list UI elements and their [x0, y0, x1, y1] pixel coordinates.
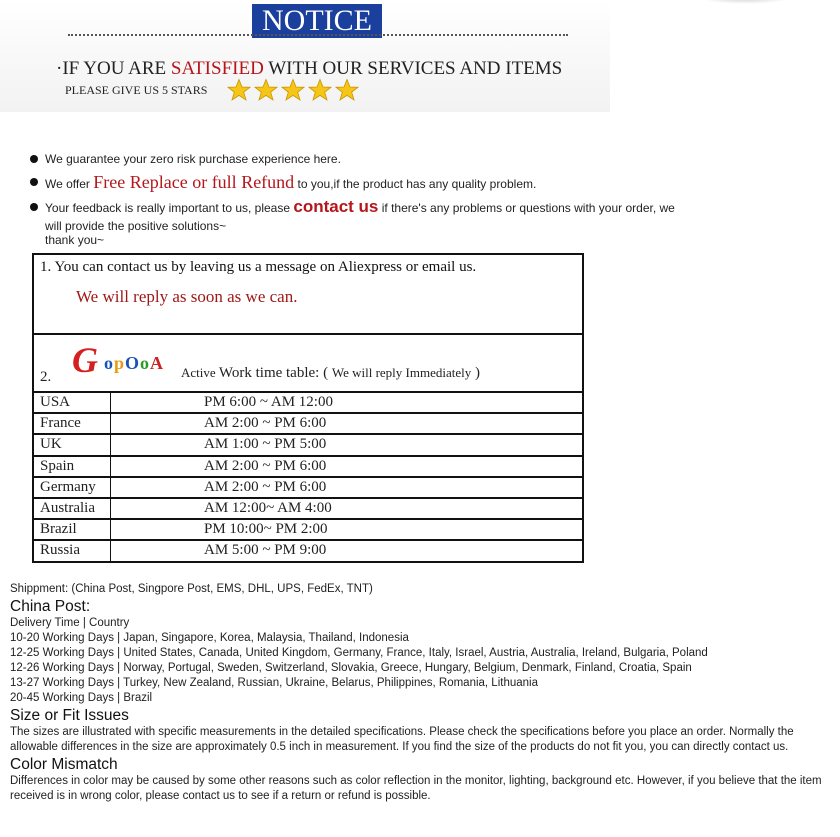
bullet-guarantee [30, 150, 690, 168]
satisfied-highlight: SATISFIED [170, 58, 264, 79]
logo-letter: G [72, 340, 98, 380]
time-cell: PM 6:00 ~ AM 12:00 [204, 394, 333, 410]
title-part: Active [181, 365, 219, 380]
work-time-table [34, 393, 582, 561]
logo-wordmark [104, 353, 164, 374]
color-text: Differences in color may be caused by some other reasons such as color reflection in the monitor, lighting, background etc. However, if you believe that the item received is in wrong color, please contact us to see if a return or refund is possible. [10, 775, 822, 802]
reply-promise: We will reply as soon as we can. [76, 287, 298, 306]
table-row [34, 457, 582, 478]
logo-letter: o [104, 353, 114, 373]
logo-letter: A [150, 353, 165, 373]
size-text: The sizes are illustrated with specific measurements in the detailed specifications. Please check the specifications before you place an order. Normally the allowable differences in the size are approximately 0.5 inch in measurement. If you find the size of the products do not fit you, you can directly contact us. [10, 726, 794, 753]
delivery-line: 12-25 Working Days | United States, Canada, United Kingdom, Germany, France, Italy, Israel, Austria, Australia, Ireland, Bulgaria, Poland [10, 647, 708, 659]
bullet-refund [30, 173, 690, 193]
title-part: Work time table: ( [218, 365, 332, 381]
guarantee-list [30, 150, 690, 240]
column-divider [110, 435, 111, 454]
column-divider [110, 414, 111, 433]
contact-instruction: 1. You can contact us by leaving us a message on Aliexpress or email us. [40, 259, 477, 275]
delivery-line: 20-45 Working Days | Brazil [10, 692, 153, 704]
time-cell: AM 12:00~ AM 4:00 [204, 499, 332, 516]
country-cell: Australia [40, 499, 95, 516]
delivery-line: 13-27 Working Days | Turkey, New Zealand, Russian, Ukraine, Belarus, Philippines, Romania, Lithuania [10, 677, 538, 689]
time-cell: AM 1:00 ~ PM 5:00 [204, 436, 327, 453]
country-cell: Germany [40, 478, 96, 495]
time-cell: AM 2:00 ~ PM 6:00 [204, 457, 327, 474]
delivery-table-header: Delivery Time | Country [10, 617, 130, 629]
bullet-text: to you,if the product has any quality problem. [294, 177, 537, 191]
table-row [34, 499, 582, 520]
country-cell: Spain [40, 457, 75, 474]
star-rating [227, 78, 359, 102]
country-cell: Brazil [40, 521, 77, 538]
star-icon [308, 78, 332, 102]
bullet-feedback [30, 198, 690, 235]
country-cell: UK [40, 436, 62, 453]
shippment-line: Shippment: (China Post, Singpore Post, EMS, DHL, UPS, FedEx, TNT) [10, 583, 373, 595]
time-cell: AM 2:00 ~ PM 6:00 [204, 415, 327, 432]
bullet-dot-icon [30, 203, 38, 211]
bullet-dot-icon [30, 155, 38, 163]
title-part: We will reply Immediately [331, 365, 472, 380]
star-icon [227, 78, 251, 102]
notice-title: NOTICE [252, 4, 382, 38]
star-icon [254, 78, 278, 102]
logo-letter: p [114, 353, 126, 373]
country-cell: USA [40, 394, 71, 410]
logo-letter: O [125, 353, 141, 373]
bullet-text: if there's any problems or questions with your order, we will provide the positive solutions~ [45, 201, 675, 233]
table-row [34, 478, 582, 499]
contact-box [32, 253, 584, 563]
refund-highlight: Free Replace or full Refund [93, 172, 295, 192]
table-row [34, 541, 582, 560]
bullet-text: We offer [45, 177, 94, 191]
corner-shadow [700, 0, 790, 4]
satisfied-suffix: WITH OUR SERVICES AND ITEMS [263, 58, 563, 79]
table-row [34, 393, 582, 414]
dotted-divider [68, 34, 568, 36]
column-divider [110, 457, 111, 476]
delivery-line: 10-20 Working Days | Japan, Singapore, Korea, Malaysia, Thailand, Indonesia [10, 632, 409, 644]
star-icon [281, 78, 305, 102]
column-divider [110, 541, 111, 560]
brand-logo [72, 341, 172, 381]
column-divider [110, 478, 111, 497]
table-row [34, 435, 582, 456]
delivery-line: 12-26 Working Days | Norway, Portugal, Sweden, Switzerland, Slovakia, Greece, Hungary, Belgium, Denmark, Finland, Croatia, Spain [10, 662, 692, 674]
color-heading: Color Mismatch [10, 756, 118, 773]
contact-section-2 [34, 335, 582, 393]
star-icon [335, 78, 359, 102]
time-cell: AM 5:00 ~ PM 9:00 [204, 542, 327, 559]
size-heading: Size or Fit Issues [10, 707, 129, 724]
contact-section-1 [34, 255, 582, 335]
china-post-heading: China Post: [10, 598, 91, 615]
bullet-dot-icon [30, 178, 38, 186]
satisfied-line [56, 58, 562, 80]
section-number: 2. [40, 369, 52, 385]
column-divider [110, 520, 111, 539]
title-part: ) [471, 365, 480, 381]
column-divider [110, 393, 111, 412]
time-cell: AM 2:00 ~ PM 6:00 [204, 478, 327, 495]
table-row [34, 414, 582, 435]
shipping-info [10, 582, 838, 804]
thank-you-text: thank you~ [45, 233, 105, 247]
work-time-title [181, 365, 480, 382]
satisfied-prefix: ·IF YOU ARE [56, 58, 171, 79]
bullet-text: Your feedback is really important to us, please [45, 201, 294, 215]
bullet-text: We guarantee your zero risk purchase experience here. [45, 152, 341, 166]
contact-us-highlight: contact us [293, 197, 379, 216]
logo-letter: o [140, 353, 151, 373]
country-cell: Russia [40, 542, 81, 559]
time-cell: PM 10:00~ PM 2:00 [204, 521, 328, 538]
column-divider [110, 499, 111, 518]
stars-label: PLEASE GIVE US 5 STARS [65, 83, 208, 97]
table-row [34, 520, 582, 541]
country-cell: France [40, 415, 81, 432]
